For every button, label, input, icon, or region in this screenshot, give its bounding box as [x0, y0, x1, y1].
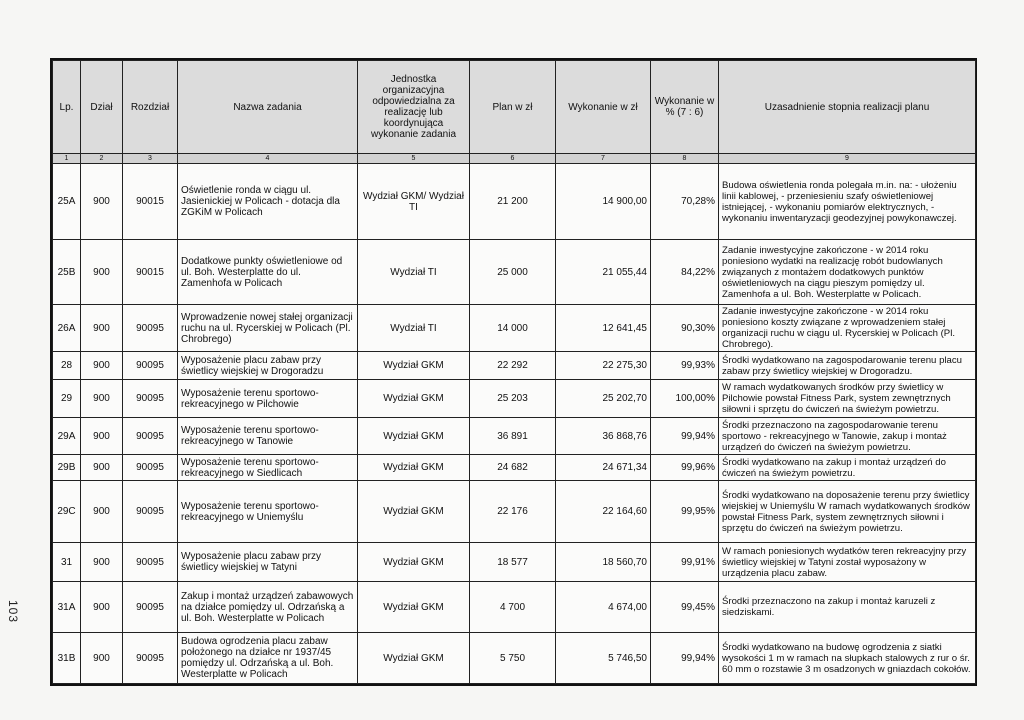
- cell-nazwa: Oświetlenie ronda w ciągu ul. Jasienickiej w Policach - dotacja dla ZGKiM w Policach: [178, 164, 358, 240]
- cell-uzasadnienie: W ramach poniesionych wydatków teren rekreacyjny przy świetlicy wiejskiej w Tatyni został wyposażony w urządzenia placu zabaw.: [719, 543, 976, 582]
- cell-dzial: 900: [81, 418, 123, 455]
- cell-uzasadnienie: Zadanie inwestycyjne zakończone - w 2014 roku poniesiono koszty związane z wprowadzeniem stałej organizacji ruchu w ciągu ul. Rycerskiej w Policach (Pl. Chrobrego).: [719, 305, 976, 352]
- cell-nazwa: Budowa ogrodzenia placu zabaw położonego na działce nr 1937/45 pomiędzy ul. Odrzańską a ul. Boh. Westerplatte w Policach: [178, 633, 358, 684]
- cell-plan: 36 891: [470, 418, 556, 455]
- cell-rozdzial: 90095: [123, 380, 178, 418]
- cell-plan: 22 176: [470, 481, 556, 543]
- cell-jednostka: Wydział GKM: [358, 455, 470, 481]
- table-row: [53, 582, 976, 633]
- cell-nazwa: Wyposażenie terenu sportowo-rekreacyjnego w Uniemyślu: [178, 481, 358, 543]
- cell-nazwa: Dodatkowe punkty oświetleniowe od ul. Boh. Westerplatte do ul. Zamenhofa w Policach: [178, 240, 358, 305]
- cell-wykonanie: 5 746,50: [556, 633, 651, 684]
- header-wykonanie-pct: Wykonanie w % (7 : 6): [651, 61, 719, 154]
- column-number: 7: [556, 154, 651, 164]
- cell-lp: 31: [53, 543, 81, 582]
- column-number: 5: [358, 154, 470, 164]
- cell-dzial: 900: [81, 305, 123, 352]
- cell-plan: 22 292: [470, 352, 556, 380]
- cell-uzasadnienie: Środki wydatkowano na budowę ogrodzenia z siatki wysokości 1 m w ramach na słupkach stalowych z rur o śr. 60 mm o rozstawie 3 m osadzonych w gniazdach cokołów.: [719, 633, 976, 684]
- cell-wykonanie: 12 641,45: [556, 305, 651, 352]
- table-row: [53, 633, 976, 684]
- budget-table: [52, 60, 976, 684]
- cell-uzasadnienie: Środki wydatkowano na doposażenie terenu przy świetlicy wiejskiej w Uniemyślu W ramach wydatkowanych środków powstał Fitness Park, system zewnętrznych siłowni i sprzętu do ćwiczeń na świeżym powietrzu.: [719, 481, 976, 543]
- cell-dzial: 900: [81, 352, 123, 380]
- cell-pct: 99,94%: [651, 633, 719, 684]
- cell-jednostka: Wydział GKM: [358, 582, 470, 633]
- cell-dzial: 900: [81, 455, 123, 481]
- cell-pct: 90,30%: [651, 305, 719, 352]
- cell-wykonanie: 21 055,44: [556, 240, 651, 305]
- page-number-mark: 103: [6, 600, 20, 624]
- cell-lp: 28: [53, 352, 81, 380]
- cell-pct: 99,45%: [651, 582, 719, 633]
- cell-jednostka: Wydział TI: [358, 240, 470, 305]
- cell-lp: 29A: [53, 418, 81, 455]
- column-number: 4: [178, 154, 358, 164]
- table-row: [53, 352, 976, 380]
- header-dzial: Dział: [81, 61, 123, 154]
- cell-wykonanie: 36 868,76: [556, 418, 651, 455]
- column-number: 3: [123, 154, 178, 164]
- cell-plan: 25 000: [470, 240, 556, 305]
- cell-dzial: 900: [81, 380, 123, 418]
- header-jednostka: Jednostka organizacyjna odpowiedzialna za realizację lub koordynująca wykonanie zadania: [358, 61, 470, 154]
- cell-lp: 25B: [53, 240, 81, 305]
- cell-plan: 24 682: [470, 455, 556, 481]
- cell-rozdzial: 90095: [123, 455, 178, 481]
- cell-rozdzial: 90095: [123, 582, 178, 633]
- budget-table-sheet: [50, 58, 977, 686]
- cell-rozdzial: 90095: [123, 633, 178, 684]
- cell-uzasadnienie: Środki przeznaczono na zakup i montaż karuzeli z siedziskami.: [719, 582, 976, 633]
- cell-dzial: 900: [81, 240, 123, 305]
- cell-jednostka: Wydział GKM: [358, 543, 470, 582]
- cell-rozdzial: 90095: [123, 352, 178, 380]
- cell-rozdzial: 90095: [123, 481, 178, 543]
- cell-dzial: 900: [81, 633, 123, 684]
- cell-plan: 4 700: [470, 582, 556, 633]
- cell-wykonanie: 14 900,00: [556, 164, 651, 240]
- table-row: [53, 240, 976, 305]
- table-row: [53, 380, 976, 418]
- table-row: [53, 481, 976, 543]
- cell-pct: 99,93%: [651, 352, 719, 380]
- cell-rozdzial: 90095: [123, 418, 178, 455]
- table-row: [53, 305, 976, 352]
- cell-nazwa: Wyposażenie placu zabaw przy świetlicy wiejskiej w Drogoradzu: [178, 352, 358, 380]
- cell-uzasadnienie: Środki wydatkowano na zagospodarowanie terenu placu zabaw przy świetlicy wiejskiej w Drogoradzu.: [719, 352, 976, 380]
- cell-jednostka: Wydział TI: [358, 305, 470, 352]
- header-row: [53, 61, 976, 154]
- cell-pct: 99,94%: [651, 418, 719, 455]
- cell-uzasadnienie: Zadanie inwestycyjne zakończone - w 2014 roku poniesiono wydatki na realizację robót budowlanych związanych z montażem dodatkowych punktów oświetleniowych na ciągu pieszym pomiędzy ul. Zamenhofa a ul. Boh. Westerplatte w Policach.: [719, 240, 976, 305]
- cell-wykonanie: 4 674,00: [556, 582, 651, 633]
- cell-plan: 21 200: [470, 164, 556, 240]
- cell-jednostka: Wydział GKM: [358, 633, 470, 684]
- cell-uzasadnienie: W ramach wydatkowanych środków przy świetlicy w Pilchowie powstał Fitness Park, system zewnętrznych siłowni i sprzętu do ćwiczeń na świeżym powietrzu.: [719, 380, 976, 418]
- cell-nazwa: Wyposażenie terenu sportowo-rekreacyjnego w Pilchowie: [178, 380, 358, 418]
- column-number: 8: [651, 154, 719, 164]
- cell-uzasadnienie: Środki wydatkowano na zakup i montaż urządzeń do ćwiczeń na świeżym powietrzu.: [719, 455, 976, 481]
- cell-plan: 18 577: [470, 543, 556, 582]
- cell-rozdzial: 90015: [123, 240, 178, 305]
- cell-lp: 29C: [53, 481, 81, 543]
- cell-nazwa: Zakup i montaż urządzeń zabawowych na działce pomiędzy ul. Odrzańską a ul. Boh. Westerplatte w Policach: [178, 582, 358, 633]
- table-row: [53, 455, 976, 481]
- cell-jednostka: Wydział GKM: [358, 418, 470, 455]
- header-uzasadnienie: Uzasadnienie stopnia realizacji planu: [719, 61, 976, 154]
- column-number: 1: [53, 154, 81, 164]
- cell-nazwa: Wyposażenie placu zabaw przy świetlicy wiejskiej w Tatyni: [178, 543, 358, 582]
- header-rozdzial: Rozdział: [123, 61, 178, 154]
- cell-lp: 26A: [53, 305, 81, 352]
- cell-lp: 25A: [53, 164, 81, 240]
- cell-rozdzial: 90015: [123, 164, 178, 240]
- cell-jednostka: Wydział GKM: [358, 352, 470, 380]
- cell-wykonanie: 18 560,70: [556, 543, 651, 582]
- cell-dzial: 900: [81, 164, 123, 240]
- cell-plan: 5 750: [470, 633, 556, 684]
- cell-dzial: 900: [81, 582, 123, 633]
- cell-rozdzial: 90095: [123, 305, 178, 352]
- cell-nazwa: Wyposażenie terenu sportowo-rekreacyjnego w Siedlicach: [178, 455, 358, 481]
- cell-jednostka: Wydział GKM: [358, 380, 470, 418]
- cell-lp: 31A: [53, 582, 81, 633]
- column-number: 2: [81, 154, 123, 164]
- cell-wykonanie: 25 202,70: [556, 380, 651, 418]
- cell-jednostka: Wydział GKM/ Wydział TI: [358, 164, 470, 240]
- cell-nazwa: Wprowadzenie nowej stałej organizacji ruchu na ul. Rycerskiej w Policach (Pl. Chrobrego): [178, 305, 358, 352]
- cell-wykonanie: 24 671,34: [556, 455, 651, 481]
- cell-pct: 99,91%: [651, 543, 719, 582]
- column-number: 9: [719, 154, 976, 164]
- cell-lp: 29: [53, 380, 81, 418]
- header-lp: Lp.: [53, 61, 81, 154]
- table-row: [53, 543, 976, 582]
- cell-uzasadnienie: Środki przeznaczono na zagospodarowanie terenu sportowo - rekreacyjnego w Tanowie, zakup i montaż urządzeń do ćwiczeń na świeżym powietrzu.: [719, 418, 976, 455]
- cell-rozdzial: 90095: [123, 543, 178, 582]
- header-plan: Plan w zł: [470, 61, 556, 154]
- cell-jednostka: Wydział GKM: [358, 481, 470, 543]
- column-number: 6: [470, 154, 556, 164]
- cell-dzial: 900: [81, 543, 123, 582]
- cell-plan: 25 203: [470, 380, 556, 418]
- cell-plan: 14 000: [470, 305, 556, 352]
- header-nazwa: Nazwa zadania: [178, 61, 358, 154]
- cell-wykonanie: 22 164,60: [556, 481, 651, 543]
- cell-pct: 99,95%: [651, 481, 719, 543]
- cell-pct: 100,00%: [651, 380, 719, 418]
- header-wykonanie: Wykonanie w zł: [556, 61, 651, 154]
- cell-lp: 31B: [53, 633, 81, 684]
- cell-dzial: 900: [81, 481, 123, 543]
- cell-pct: 99,96%: [651, 455, 719, 481]
- cell-uzasadnienie: Budowa oświetlenia ronda polegała m.in. na: - ułożeniu linii kablowej, - przeniesieniu szafy oświetleniowej istniejącej, - wykonaniu pomiarów elektrycznych, - wykonaniu inwentaryzacji geodezyjnej powykonawczej.: [719, 164, 976, 240]
- cell-wykonanie: 22 275,30: [556, 352, 651, 380]
- cell-nazwa: Wyposażenie terenu sportowo-rekreacyjnego w Tanowie: [178, 418, 358, 455]
- cell-pct: 70,28%: [651, 164, 719, 240]
- cell-pct: 84,22%: [651, 240, 719, 305]
- cell-lp: 29B: [53, 455, 81, 481]
- table-row: [53, 164, 976, 240]
- table-row: [53, 418, 976, 455]
- column-number-row: [53, 154, 976, 164]
